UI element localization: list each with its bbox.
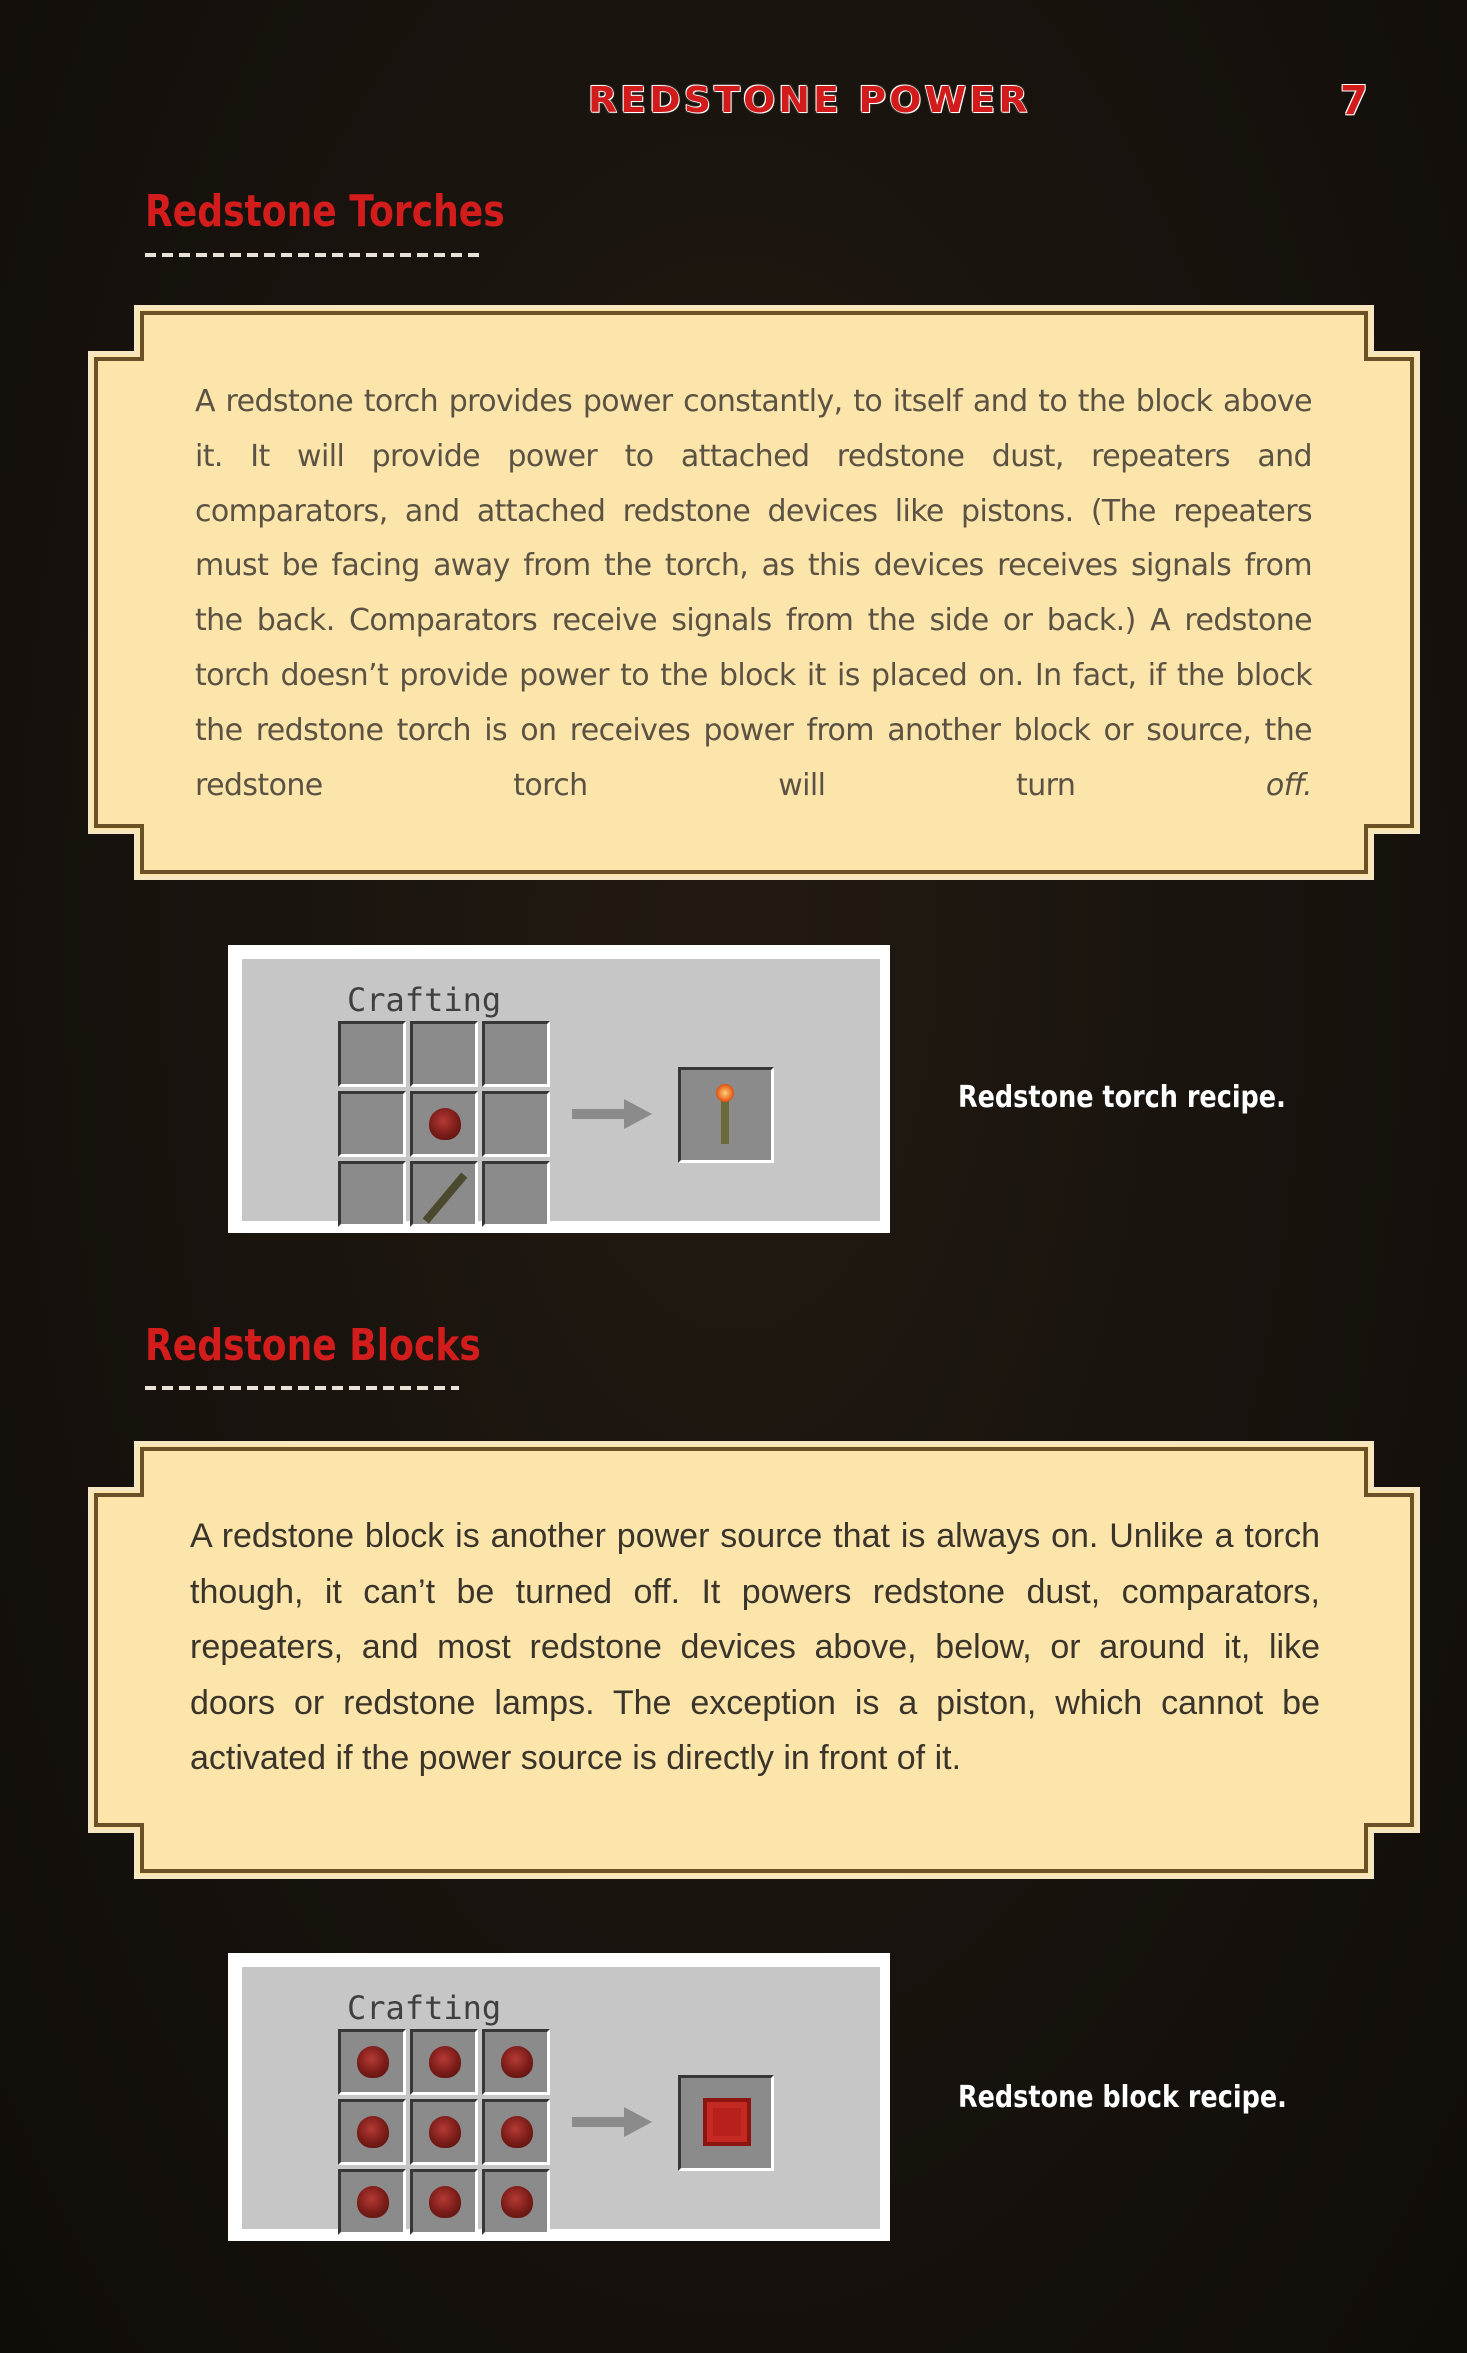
- recipe-caption: Redstone block recipe.: [958, 2080, 1287, 2115]
- crafting-slot[interactable]: [410, 2029, 478, 2095]
- crafting-slot[interactable]: [410, 2169, 478, 2235]
- crafting-panel: [242, 959, 880, 1221]
- crafting-slot[interactable]: [338, 2169, 406, 2235]
- redstone-dust-icon: [501, 2186, 533, 2218]
- redstone-dust-icon: [429, 2116, 461, 2148]
- crafting-slot[interactable]: [338, 1161, 406, 1227]
- crafting-slot[interactable]: [410, 2099, 478, 2165]
- crafting-panel: [242, 1967, 880, 2229]
- redstone-dust-icon: [429, 2186, 461, 2218]
- running-header: REDSTONE POWER: [588, 80, 1031, 121]
- crafting-slot[interactable]: [410, 1161, 478, 1227]
- crafting-slot[interactable]: [482, 1091, 550, 1157]
- arrow-right-icon: [572, 2107, 652, 2137]
- info-box-torches: [88, 305, 1420, 880]
- crafting-slot[interactable]: [338, 1021, 406, 1087]
- crafting-label: Crafting: [347, 1989, 502, 2027]
- crafting-slot[interactable]: [338, 2029, 406, 2095]
- section-heading-torches: Redstone Torches: [145, 186, 505, 237]
- crafting-slot[interactable]: [482, 2169, 550, 2235]
- redstone-block-icon: [703, 2098, 751, 2146]
- crafting-slot[interactable]: [482, 2099, 550, 2165]
- crafting-slot[interactable]: [482, 1021, 550, 1087]
- crafting-label: Crafting: [347, 981, 502, 1019]
- result-slot[interactable]: [678, 1067, 774, 1163]
- crafting-slot[interactable]: [338, 1091, 406, 1157]
- redstone-dust-icon: [357, 2046, 389, 2078]
- crafting-slot[interactable]: [482, 2029, 550, 2095]
- redstone-dust-icon: [501, 2116, 533, 2148]
- crafting-slot[interactable]: [338, 2099, 406, 2165]
- redstone-dust-icon: [429, 1108, 461, 1140]
- page-number: 7: [1340, 78, 1368, 124]
- stick-icon: [423, 1172, 468, 1223]
- recipe-caption: Redstone torch recipe.: [958, 1080, 1286, 1115]
- crafting-slot[interactable]: [410, 1091, 478, 1157]
- info-box-text: A redstone block is another power source that is always on. Unlike a torch though, it can’t be turned off. It powers redstone dust, comparators, repeaters, and most redstone devices above, below, or around it, like doors or redstone lamps. The exception is a piston, which cannot be activated if the power source is directly in front of it.: [190, 1517, 1320, 1777]
- info-box-blocks: [88, 1441, 1420, 1879]
- crafting-slot[interactable]: [410, 1021, 478, 1087]
- section-heading-blocks: Redstone Blocks: [145, 1320, 481, 1371]
- body-text: A redstone torch provides power constantly, to itself and to the block above it. It will provide power to attached redstone dust, repeaters and comparators, and attached redstone devices like pistons. (The repeaters must be facing away from the torch, as this devices receives signals from the back. Comparators receive signals from the side or back.) A redstone torch doesn’t provide power to the block it is placed on. In fact, if the block the redstone torch is on receives power from another block or source, the redstone torch will turn: [195, 384, 1312, 803]
- arrow-right-icon: [572, 1099, 652, 1129]
- crafting-recipe-torch: [228, 945, 890, 1233]
- crafting-grid: [338, 2029, 550, 2235]
- crafting-grid: [338, 1021, 550, 1227]
- heading-underline: [145, 253, 481, 257]
- redstone-dust-icon: [429, 2046, 461, 2078]
- redstone-dust-icon: [357, 2116, 389, 2148]
- crafting-slot[interactable]: [482, 1161, 550, 1227]
- heading-underline: [145, 1386, 459, 1390]
- info-box-text: [195, 375, 1312, 813]
- result-slot[interactable]: [678, 2075, 774, 2171]
- redstone-dust-icon: [357, 2186, 389, 2218]
- redstone-dust-icon: [501, 2046, 533, 2078]
- crafting-recipe-block: [228, 1953, 890, 2241]
- redstone-torch-icon: [721, 1098, 729, 1144]
- body-emphasis: off.: [1265, 767, 1312, 803]
